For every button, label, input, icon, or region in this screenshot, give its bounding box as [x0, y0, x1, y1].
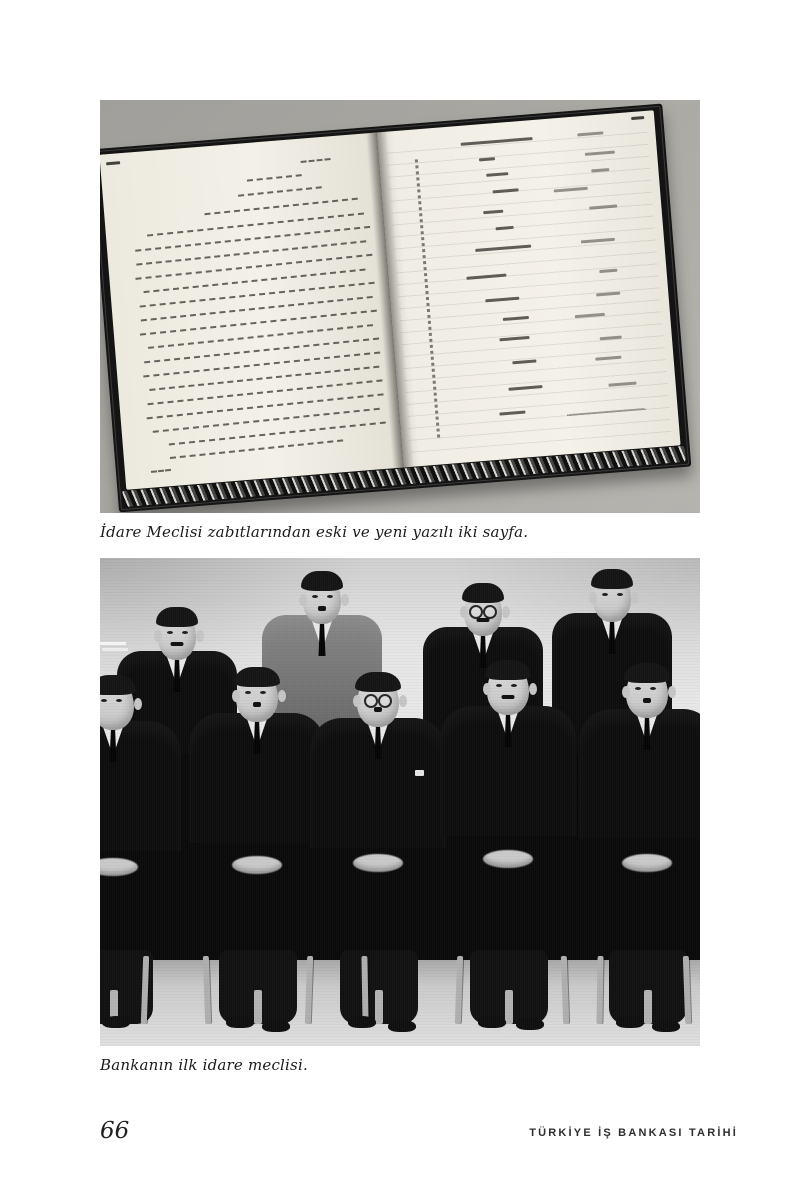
hair [301, 571, 343, 591]
ears [589, 592, 597, 604]
shoe [102, 1016, 130, 1028]
page-number-mark [631, 116, 644, 120]
handwriting-line [147, 213, 364, 237]
shoe [616, 1016, 644, 1028]
handwriting-line [151, 469, 171, 473]
face [487, 663, 529, 715]
suit-torso [189, 713, 325, 843]
handwriting-line [148, 379, 383, 405]
trouser-legs [340, 950, 418, 1024]
face [303, 574, 341, 624]
ears [483, 683, 491, 695]
eyes [602, 593, 608, 596]
board-group-photo [100, 558, 700, 1046]
handwriting-line [149, 366, 379, 391]
face [593, 572, 631, 622]
page-number-mark [106, 161, 120, 165]
figure-caption: İdare Meclisi zabıtlarından eski ve yeni yazılı iki sayfa. [100, 523, 529, 541]
ears [460, 606, 468, 618]
ears [622, 686, 630, 698]
ears [353, 695, 361, 707]
handwriting-line [141, 296, 373, 322]
seated-man-1 [100, 678, 181, 851]
suit-torso [579, 709, 700, 839]
eyes [167, 631, 173, 634]
minute-book-photo [100, 100, 700, 513]
shoe [652, 1020, 680, 1032]
eyes [312, 595, 318, 598]
hair [355, 672, 401, 692]
suit-torso [310, 718, 446, 848]
hands [232, 856, 282, 874]
hands [353, 854, 403, 872]
handwriting-line [148, 324, 373, 349]
handwriting-line [300, 158, 330, 163]
handwriting-line [247, 174, 301, 182]
face [626, 666, 668, 718]
trouser-legs [219, 950, 297, 1024]
face [158, 610, 196, 660]
hands [483, 850, 533, 868]
glasses [468, 605, 498, 616]
handwriting-line [205, 198, 358, 216]
hair [485, 660, 531, 680]
mustache [477, 618, 490, 622]
chair-leg [361, 956, 368, 1024]
handwritten-text [117, 150, 389, 477]
shoe [226, 1016, 254, 1028]
handwriting-line [135, 254, 372, 280]
handwriting-line [136, 226, 371, 252]
handwriting-line [140, 282, 375, 308]
shoe [262, 1020, 290, 1032]
right-page-ledger [377, 110, 681, 467]
eyes [635, 687, 641, 690]
mustache [318, 606, 326, 611]
trouser-legs [470, 950, 548, 1024]
face [357, 675, 399, 727]
face [100, 678, 134, 730]
handwriting-line [145, 338, 380, 364]
handwriting-line [147, 393, 384, 419]
handwriting-line [143, 351, 380, 377]
ears [154, 630, 162, 642]
hair [462, 583, 504, 603]
face [464, 586, 502, 636]
shoe [478, 1016, 506, 1028]
mustache [253, 702, 261, 707]
ears [232, 690, 240, 702]
hair [624, 663, 670, 683]
mustache [374, 707, 382, 712]
left-page-handwriting [100, 133, 403, 490]
handwriting-line [238, 186, 322, 197]
mustache [171, 642, 184, 646]
shoe [388, 1020, 416, 1032]
trouser-legs [609, 950, 687, 1024]
hair [100, 675, 136, 695]
eyes [245, 691, 251, 694]
mustache [643, 698, 651, 703]
handwriting-line [153, 408, 380, 433]
eyes [101, 699, 107, 702]
mustache [502, 695, 515, 699]
suit-torso [100, 721, 181, 851]
handwriting-line [144, 268, 366, 293]
figure-caption: Bankanın ilk idare meclisi. [100, 1056, 308, 1074]
glasses [363, 694, 393, 705]
seated-man-2 [189, 670, 325, 843]
seated-man-3 [310, 675, 446, 848]
hands [622, 854, 672, 872]
figure-board-portrait [100, 558, 700, 1075]
shoe [348, 1016, 376, 1028]
shoe [516, 1018, 544, 1030]
pocket-square [415, 770, 424, 776]
seated-man-4 [440, 663, 576, 836]
hair [234, 667, 280, 687]
ears [299, 594, 307, 606]
face [236, 670, 278, 722]
hair [591, 569, 633, 589]
seated-man-5 [579, 666, 700, 839]
hair [156, 607, 198, 627]
figure-minute-book [100, 100, 700, 542]
handwriting-line [140, 310, 377, 336]
chair-leg [596, 956, 603, 1024]
open-ledger-book [100, 110, 681, 490]
suit-torso [440, 706, 576, 836]
handwriting-line [137, 240, 367, 265]
page-number: 66 [100, 1118, 130, 1144]
eyes [496, 684, 502, 687]
running-title: TÜRKİYE İŞ BANKASI TARİHİ [529, 1127, 738, 1139]
